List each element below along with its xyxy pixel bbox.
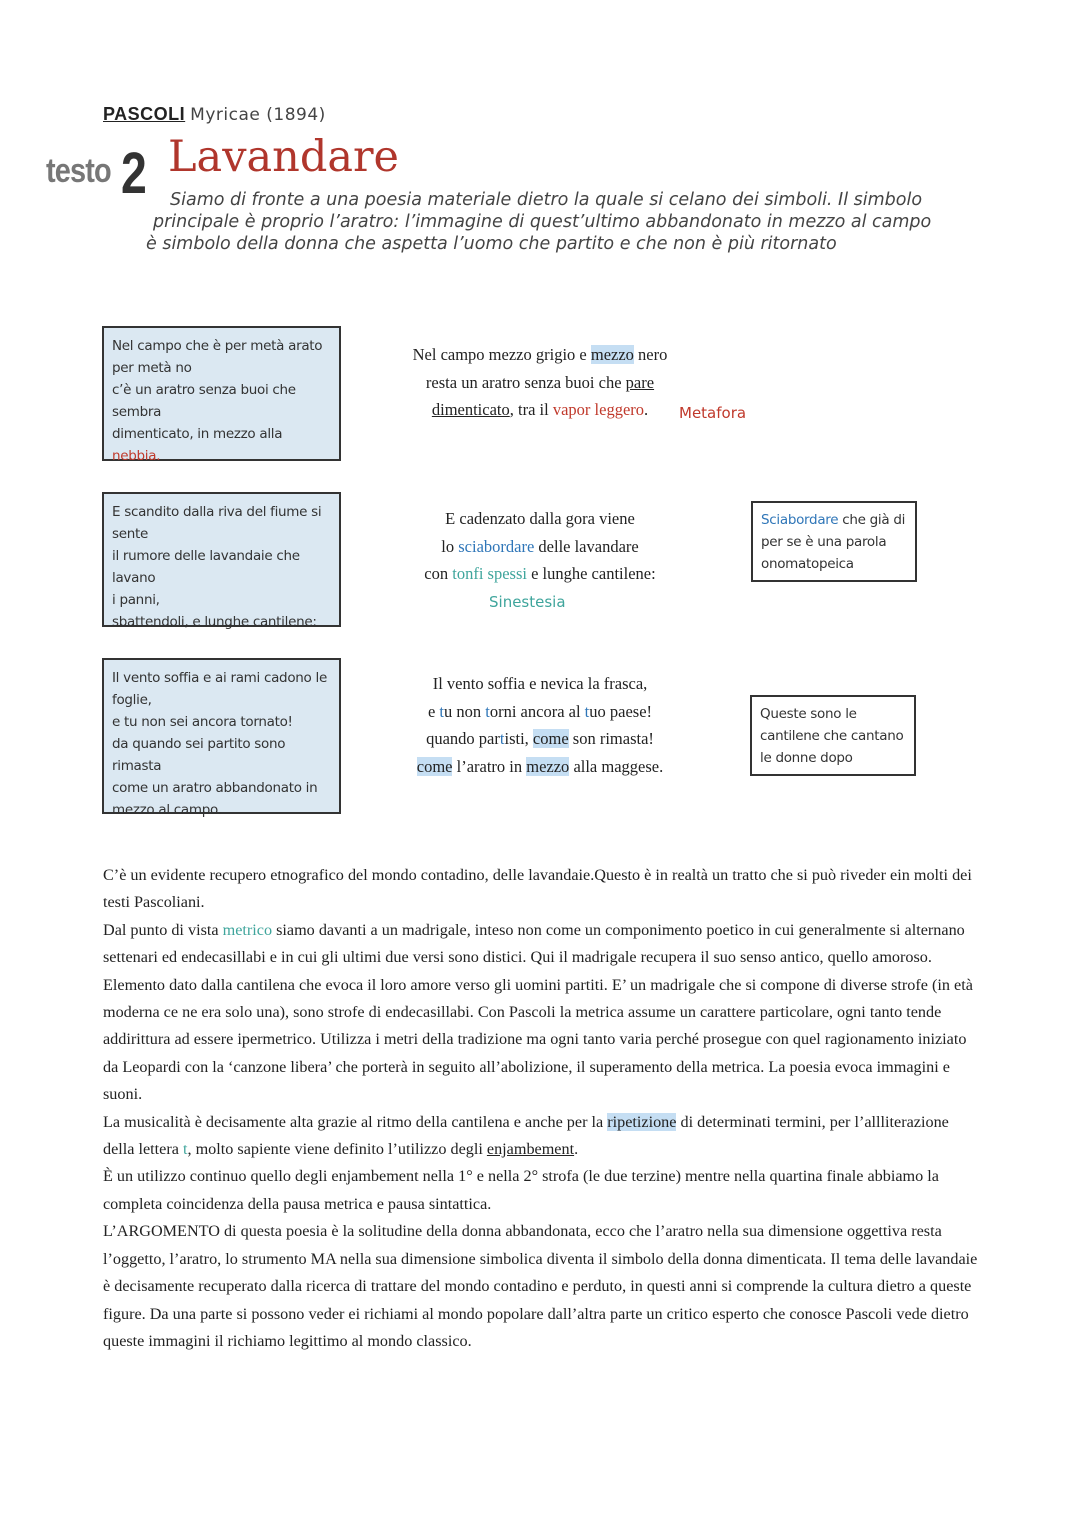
label-metafora: Metafora — [679, 404, 747, 422]
paraphrase-line: sembra — [112, 404, 162, 420]
intro-line-1: Siamo di fronte a una poesia materiale dietro la quale si celano dei simboli. Il simbolo — [170, 190, 923, 210]
verse-line: Nel campo mezzo grigio e mezzo nero — [412, 345, 668, 364]
paraphrase-line: foglie, — [112, 692, 152, 708]
note-box-sciabordare — [751, 501, 917, 582]
work-title: Myricae (1894) — [190, 105, 326, 125]
paraphrase-line: come un aratro abbandonato in — [112, 780, 318, 796]
verse-line: e tu non torni ancora al tuo paese! — [427, 701, 653, 721]
author-name: PASCOLI — [103, 104, 186, 124]
paraphrase-line: per metà no — [112, 360, 192, 376]
paraphrase-line: i panni, — [112, 592, 160, 608]
verse-line: dimenticato, tra il vapor leggero. — [431, 400, 649, 419]
poem-title: Lavandare — [168, 132, 399, 182]
intro-line-3: è simbolo della donna che aspetta l’uomo che partito e che non è più ritornato — [146, 234, 837, 254]
label-sinestesia: Sinestesia — [489, 593, 566, 611]
paraphrase-box-1 — [102, 326, 341, 464]
note-line: Sciabordare che già di — [761, 512, 906, 528]
paraphrase-line: c’è un aratro senza buoi che — [112, 382, 296, 398]
paragraph: La musicalità è decisamente alta grazie al ritmo della cantilena e anche per la ripetizione di determinati termini, per l’allliterazione della lettera t, molto sapiente viene definito l’utilizzo degli enjambement. — [103, 1112, 949, 1159]
paragraph: È un utilizzo continuo quello degli enjambement nella 1° e nella 2° strofa (le due terzine) mentre nella quartina finale abbiamo la completa coincidenza della pausa metrica e pausa sintattica. — [103, 1167, 939, 1213]
paraphrase-line: Nel campo che è per metà arato — [112, 338, 323, 354]
paraphrase-line: sente — [112, 526, 148, 542]
note-line: le donne dopo — [760, 750, 853, 766]
verse-stanza-1 — [360, 341, 720, 424]
author-line — [103, 104, 326, 125]
verse-line: Il vento soffia e nevica la frasca, — [432, 674, 648, 693]
note-box-cantilene — [750, 695, 916, 776]
intro-line-2: principale è proprio l’aratro: l’immagine di quest’ultimo abbandonato in mezzo al campo — [153, 212, 932, 232]
note-line: cantilene che cantano — [760, 728, 904, 744]
verse-line: resta un aratro senza buoi che pare — [425, 372, 655, 392]
testo-label: testo — [46, 152, 111, 190]
paraphrase-line: Il vento soffia e ai rami cadono le — [112, 670, 327, 686]
paraphrase-box-2 — [102, 492, 341, 630]
paraphrase-line: il rumore delle lavandaie che lavano — [112, 548, 300, 586]
verse-stanza-2 — [360, 505, 720, 588]
paraphrase-line: mezzo al campo. — [112, 802, 222, 818]
paragraph: L’ARGOMENTO di questa poesia è la solitudine della donna abbandonata, ecco che l’aratro nella sua dimensione oggettiva resta l’oggetto, l’aratro, lo strumento MA nella sua dimensione simbolica diventa il simbolo della donna dimenticata. Il tema delle lavandaie è decisamente recuperato dalla ricerca di trattare del mondo contadino e perduto, in questi anni si comprende la cultura dietro a queste figure. Da una parte si possono veder ei richiami al mondo popolare dall’altra parte un critico esperto che conosce Pascoli vede dietro queste immagini il richiamo legittimo al mondo classico. — [103, 1222, 978, 1350]
verse-line: con tonfi spessi e lunghe cantilene: — [424, 564, 656, 583]
paraphrase-line: E scandito dalla riva del fiume si — [112, 504, 322, 520]
note-line: per se è una parola — [761, 534, 887, 550]
verse-line: E cadenzato dalla gora viene — [445, 509, 635, 528]
paraphrase-box-3 — [102, 658, 341, 818]
paraphrase-line: e tu non sei ancora tornato! — [112, 714, 293, 730]
paraphrase-line: da quando sei partito sono rimasta — [112, 736, 286, 774]
paragraph: Dal punto di vista metrico siamo davanti a un madrigale, inteso non come un componimento poetico in cui generalmente si alternano settenari ed endecasillabi e in cui gli ultimi due versi sono distici. Qui il madrigale recupera il suo senso antico, quello amoroso. Elemento dato dalla cantilena che evoca il loro amore verso gli uomini partiti. E’ un madrigale che si compone di diverse strofe (in età moderna ce ne era solo una), sono strofe di endecasillabi. Con Pascoli la metrica assume un carattere particolare, ogni tanto tende addirittura ad essere ipermetrico. Utilizza i metri della tradizione ma ogni tanto varia perché prosegue con quel ragionamento iniziato da Leopardi con la ‘canzone libera’ che porterà in seguito all’abolizione, il superamento della metrica. La poesia evoca immagini e suoni. — [103, 920, 973, 1104]
highlight-word: nebbia. — [112, 448, 161, 464]
note-line: Queste sono le — [760, 706, 857, 722]
paraphrase-line: dimenticato, in mezzo alla nebbia. — [112, 426, 283, 464]
paraphrase-line: sbattendoli, e lunghe cantilene: — [112, 614, 317, 630]
verse-line: quando partisti, come son rimasta! — [426, 729, 654, 748]
note-line: onomatopeica — [761, 556, 854, 572]
paragraph: C’è un evidente recupero etnografico del mondo contadino, delle lavandaie.Questo è in realtà un tratto che si può riveder ein molti dei testi Pascoliani. — [103, 866, 972, 912]
verse-line: come l’aratro in mezzo alla maggese. — [416, 756, 664, 776]
verse-stanza-3 — [360, 670, 720, 780]
verse-line: lo sciabordare delle lavandare — [441, 536, 639, 556]
commentary-body — [103, 862, 983, 1355]
testo-number: 2 — [121, 141, 147, 206]
